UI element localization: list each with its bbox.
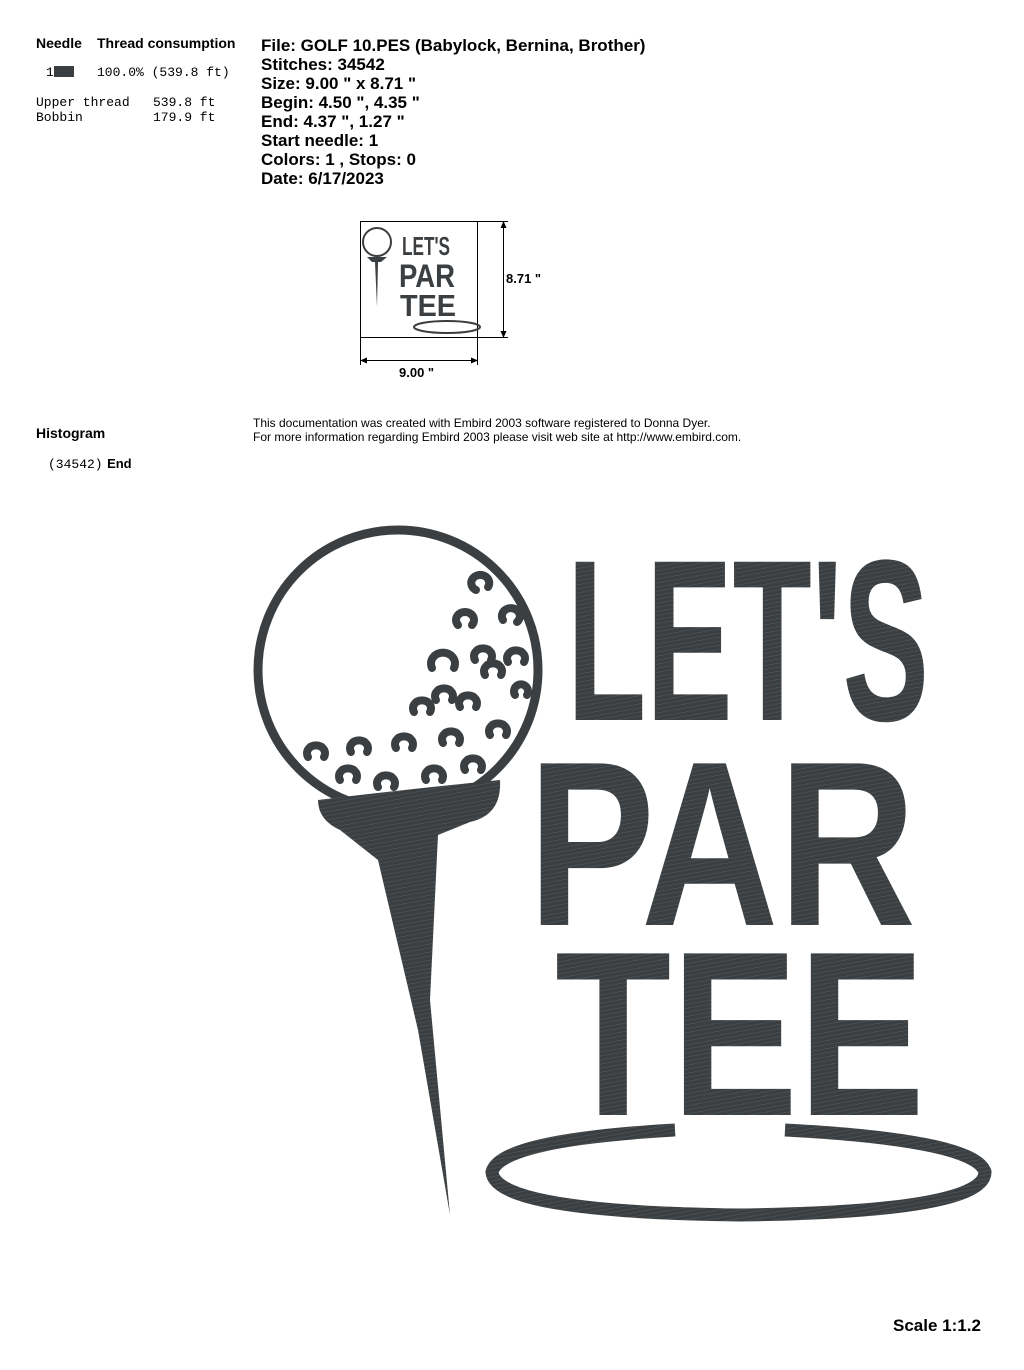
end-position: End: 4.37 ", 1.27 " (261, 112, 405, 131)
thread-consumption-value: 100.0% (539.8 ft) (97, 65, 230, 80)
upper-thread-value: 539.8 ft (153, 95, 216, 110)
thread-consumption-header: Thread consumption (97, 35, 236, 51)
begin-position: Begin: 4.50 ", 4.35 " (261, 93, 420, 112)
width-dimension-label: 9.00 " (399, 365, 435, 380)
thumbnail-line2: PAR (399, 258, 455, 294)
design-line3: TEE (555, 902, 925, 1165)
start-needle: Start needle: 1 (261, 131, 379, 150)
software-note-line1: This documentation was created with Embird 2003 software registered to Donna Dyer. (253, 416, 711, 430)
stitch-count: Stitches: 34542 (261, 55, 385, 74)
bobbin-value: 179.9 ft (153, 110, 216, 125)
histogram-label: End (107, 456, 132, 471)
file-name: File: GOLF 10.PES (Babylock, Bernina, Brother) (261, 36, 646, 55)
design-line2: PAR (528, 712, 916, 975)
colors-stops: Colors: 1 , Stops: 0 (261, 150, 416, 169)
upper-thread-label: Upper thread (36, 95, 130, 110)
design-line1: LET'S (567, 512, 929, 769)
needle-header: Needle (36, 35, 82, 51)
golf-ball-outline (258, 530, 538, 810)
height-dimension-label: 8.71 " (506, 271, 542, 286)
needle-number: 1 (46, 65, 54, 80)
design-date: Date: 6/17/2023 (261, 169, 384, 188)
golf-ball-dimples (307, 575, 528, 787)
bobbin-label: Bobbin (36, 110, 83, 125)
software-note-line2: For more information regarding Embird 2003 please visit web site at http://www.embird.com. (253, 430, 742, 444)
histogram-title: Histogram (36, 425, 106, 441)
histogram-count: (34542) (48, 457, 103, 472)
thumbnail-line3: TEE (400, 288, 456, 323)
scale-label: Scale 1:1.2 (893, 1316, 981, 1335)
golf-tee (318, 780, 500, 1215)
thumbnail-line1: LET'S (402, 231, 450, 261)
design-size: Size: 9.00 " x 8.71 " (261, 74, 417, 93)
